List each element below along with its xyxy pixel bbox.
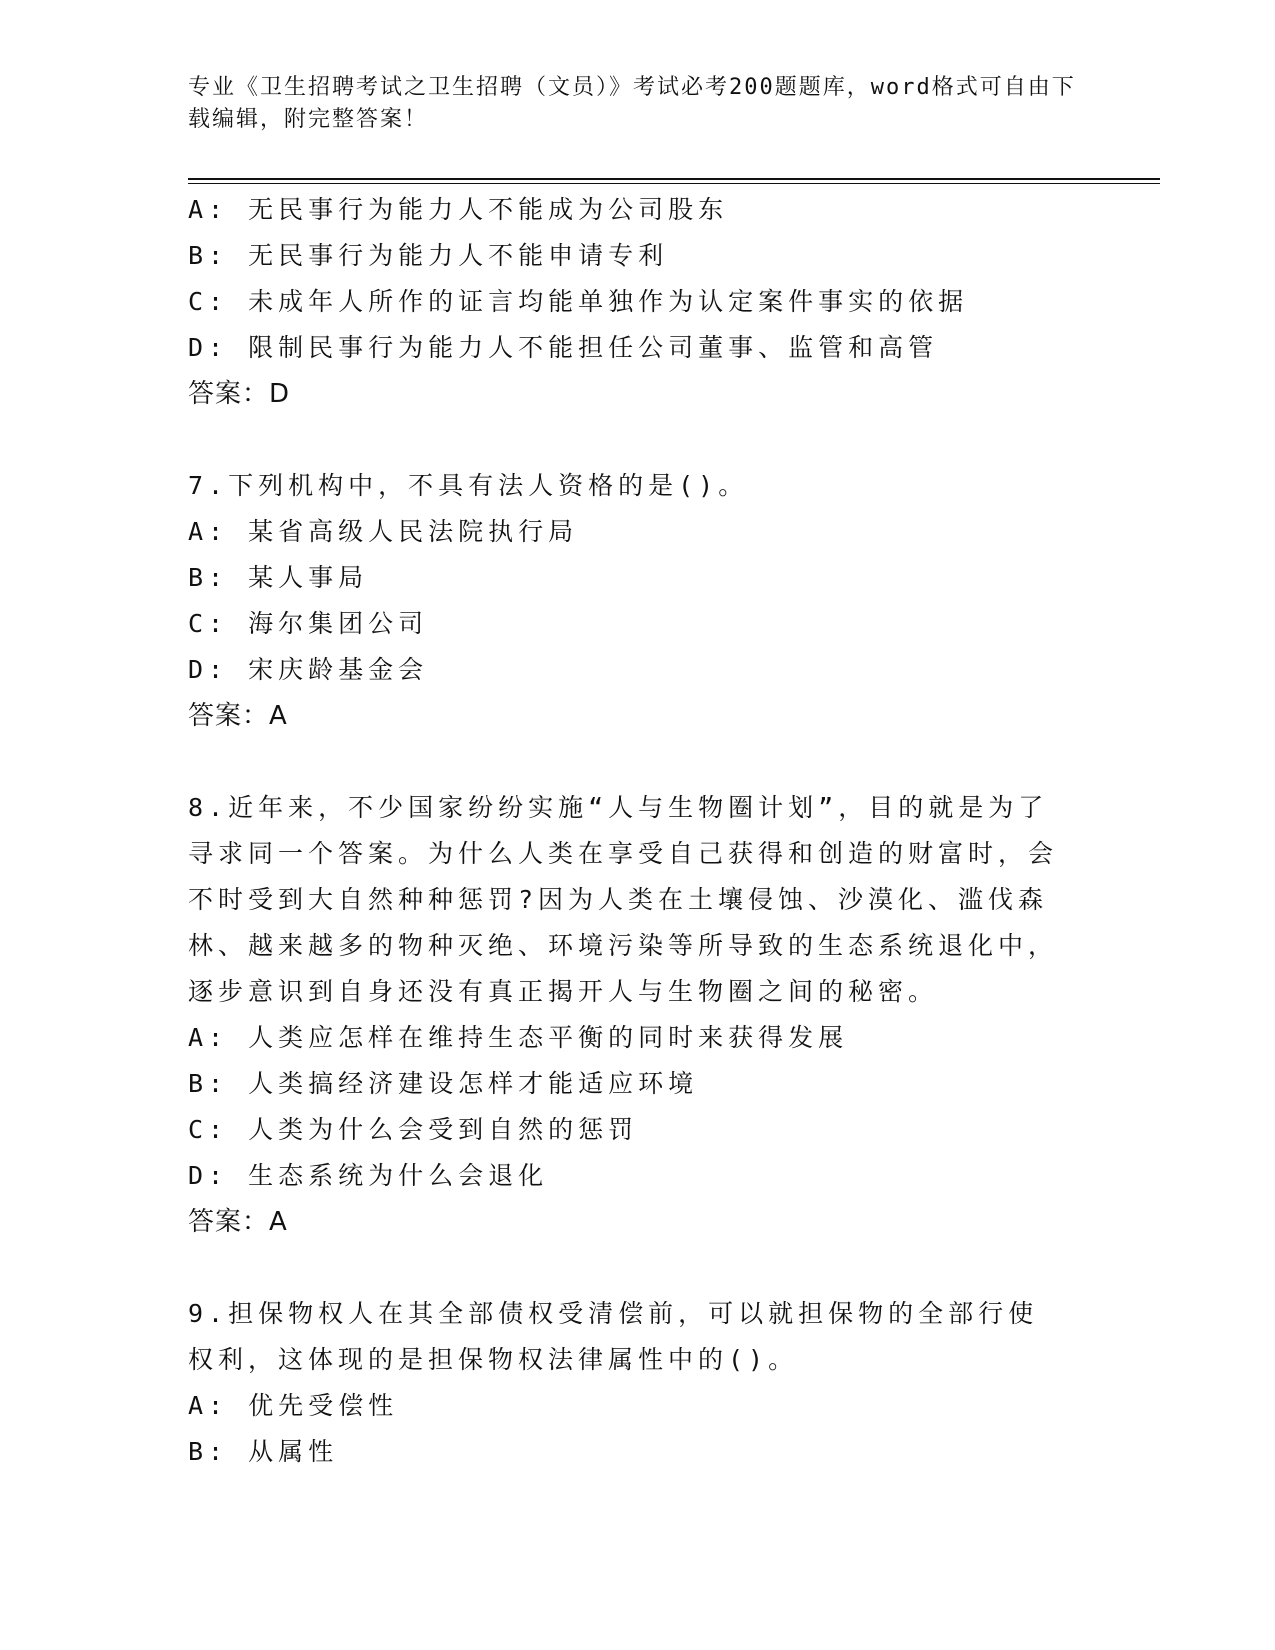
option-text: 未成年人所作的证言均能单独作为认定案件事实的依据 xyxy=(248,287,969,316)
option-text: 某人事局 xyxy=(248,563,369,592)
option-b xyxy=(188,233,1088,279)
option-letter: D: xyxy=(188,655,229,684)
question-6-tail xyxy=(188,187,1088,417)
option-c xyxy=(188,601,1088,647)
header-title: 专业《卫生招聘考试之卫生招聘（文员）》考试必考200题题库，word格式可自由下载编辑，附完整答案！ xyxy=(188,75,1076,132)
question-stem: 8.近年来，不少国家纷纷实施“人与生物圈计划”，目的就是为了寻求同一个答案。为什么人类在享受自己获得和创造的财富时，会不时受到大自然种种惩罚?因为人类在土壤侵蚀、沙漠化、滥伐森林、越来越多的物种灭绝、环境污染等所导致的生态系统退化中，逐步意识到自身还没有真正揭开人与生物圈之间的秘密。 xyxy=(188,793,1059,1006)
option-a xyxy=(188,187,1088,233)
option-text: 限制民事行为能力人不能担任公司董事、监管和高管 xyxy=(248,333,939,362)
option-letter: A: xyxy=(188,517,229,546)
option-b xyxy=(188,1429,1088,1475)
option-text: 人类应怎样在维持生态平衡的同时来获得发展 xyxy=(248,1023,849,1052)
option-letter: C: xyxy=(188,1115,229,1144)
option-d xyxy=(188,1153,1088,1199)
header-rule-thick xyxy=(188,178,1160,180)
answer-line: 答案：D xyxy=(188,379,291,409)
question-stem: 7.下列机构中，不具有法人资格的是()。 xyxy=(188,471,749,500)
option-letter: A: xyxy=(188,195,229,224)
option-a xyxy=(188,1383,1088,1429)
option-text: 宋庆龄基金会 xyxy=(248,655,429,684)
question-9 xyxy=(188,1291,1088,1475)
option-letter: B: xyxy=(188,241,229,270)
option-text: 某省高级人民法院执行局 xyxy=(248,517,579,546)
option-text: 人类搞经济建设怎样才能适应环境 xyxy=(248,1069,699,1098)
option-letter: B: xyxy=(188,563,229,592)
option-text: 人类为什么会受到自然的惩罚 xyxy=(248,1115,639,1144)
option-c xyxy=(188,1107,1088,1153)
option-text: 优先受偿性 xyxy=(248,1391,399,1420)
option-letter: C: xyxy=(188,287,229,316)
option-a xyxy=(188,1015,1088,1061)
option-letter: A: xyxy=(188,1023,229,1052)
option-letter: B: xyxy=(188,1437,229,1466)
option-text: 生态系统为什么会退化 xyxy=(248,1161,549,1190)
option-b xyxy=(188,1061,1088,1107)
option-d xyxy=(188,647,1088,693)
option-letter: A: xyxy=(188,1391,229,1420)
option-letter: C: xyxy=(188,609,229,638)
option-text: 海尔集团公司 xyxy=(248,609,429,638)
option-d xyxy=(188,325,1088,371)
question-8 xyxy=(188,785,1088,1245)
option-text: 无民事行为能力人不能成为公司股东 xyxy=(248,195,729,224)
option-text: 从属性 xyxy=(248,1437,339,1466)
answer-line: 答案：A xyxy=(188,1207,288,1237)
option-a xyxy=(188,509,1088,555)
question-7 xyxy=(188,463,1088,739)
document-header xyxy=(188,72,1088,136)
option-b xyxy=(188,555,1088,601)
question-stem: 9.担保物权人在其全部债权受清偿前，可以就担保物的全部行使权利，这体现的是担保物权法律属性中的()。 xyxy=(188,1299,1039,1374)
option-letter: B: xyxy=(188,1069,229,1098)
header-rule-thin xyxy=(188,183,1160,184)
option-letter: D: xyxy=(188,1161,229,1190)
option-c xyxy=(188,279,1088,325)
document-body xyxy=(188,187,1088,1475)
option-letter: D: xyxy=(188,333,229,362)
option-text: 无民事行为能力人不能申请专利 xyxy=(248,241,669,270)
answer-line: 答案：A xyxy=(188,701,288,731)
